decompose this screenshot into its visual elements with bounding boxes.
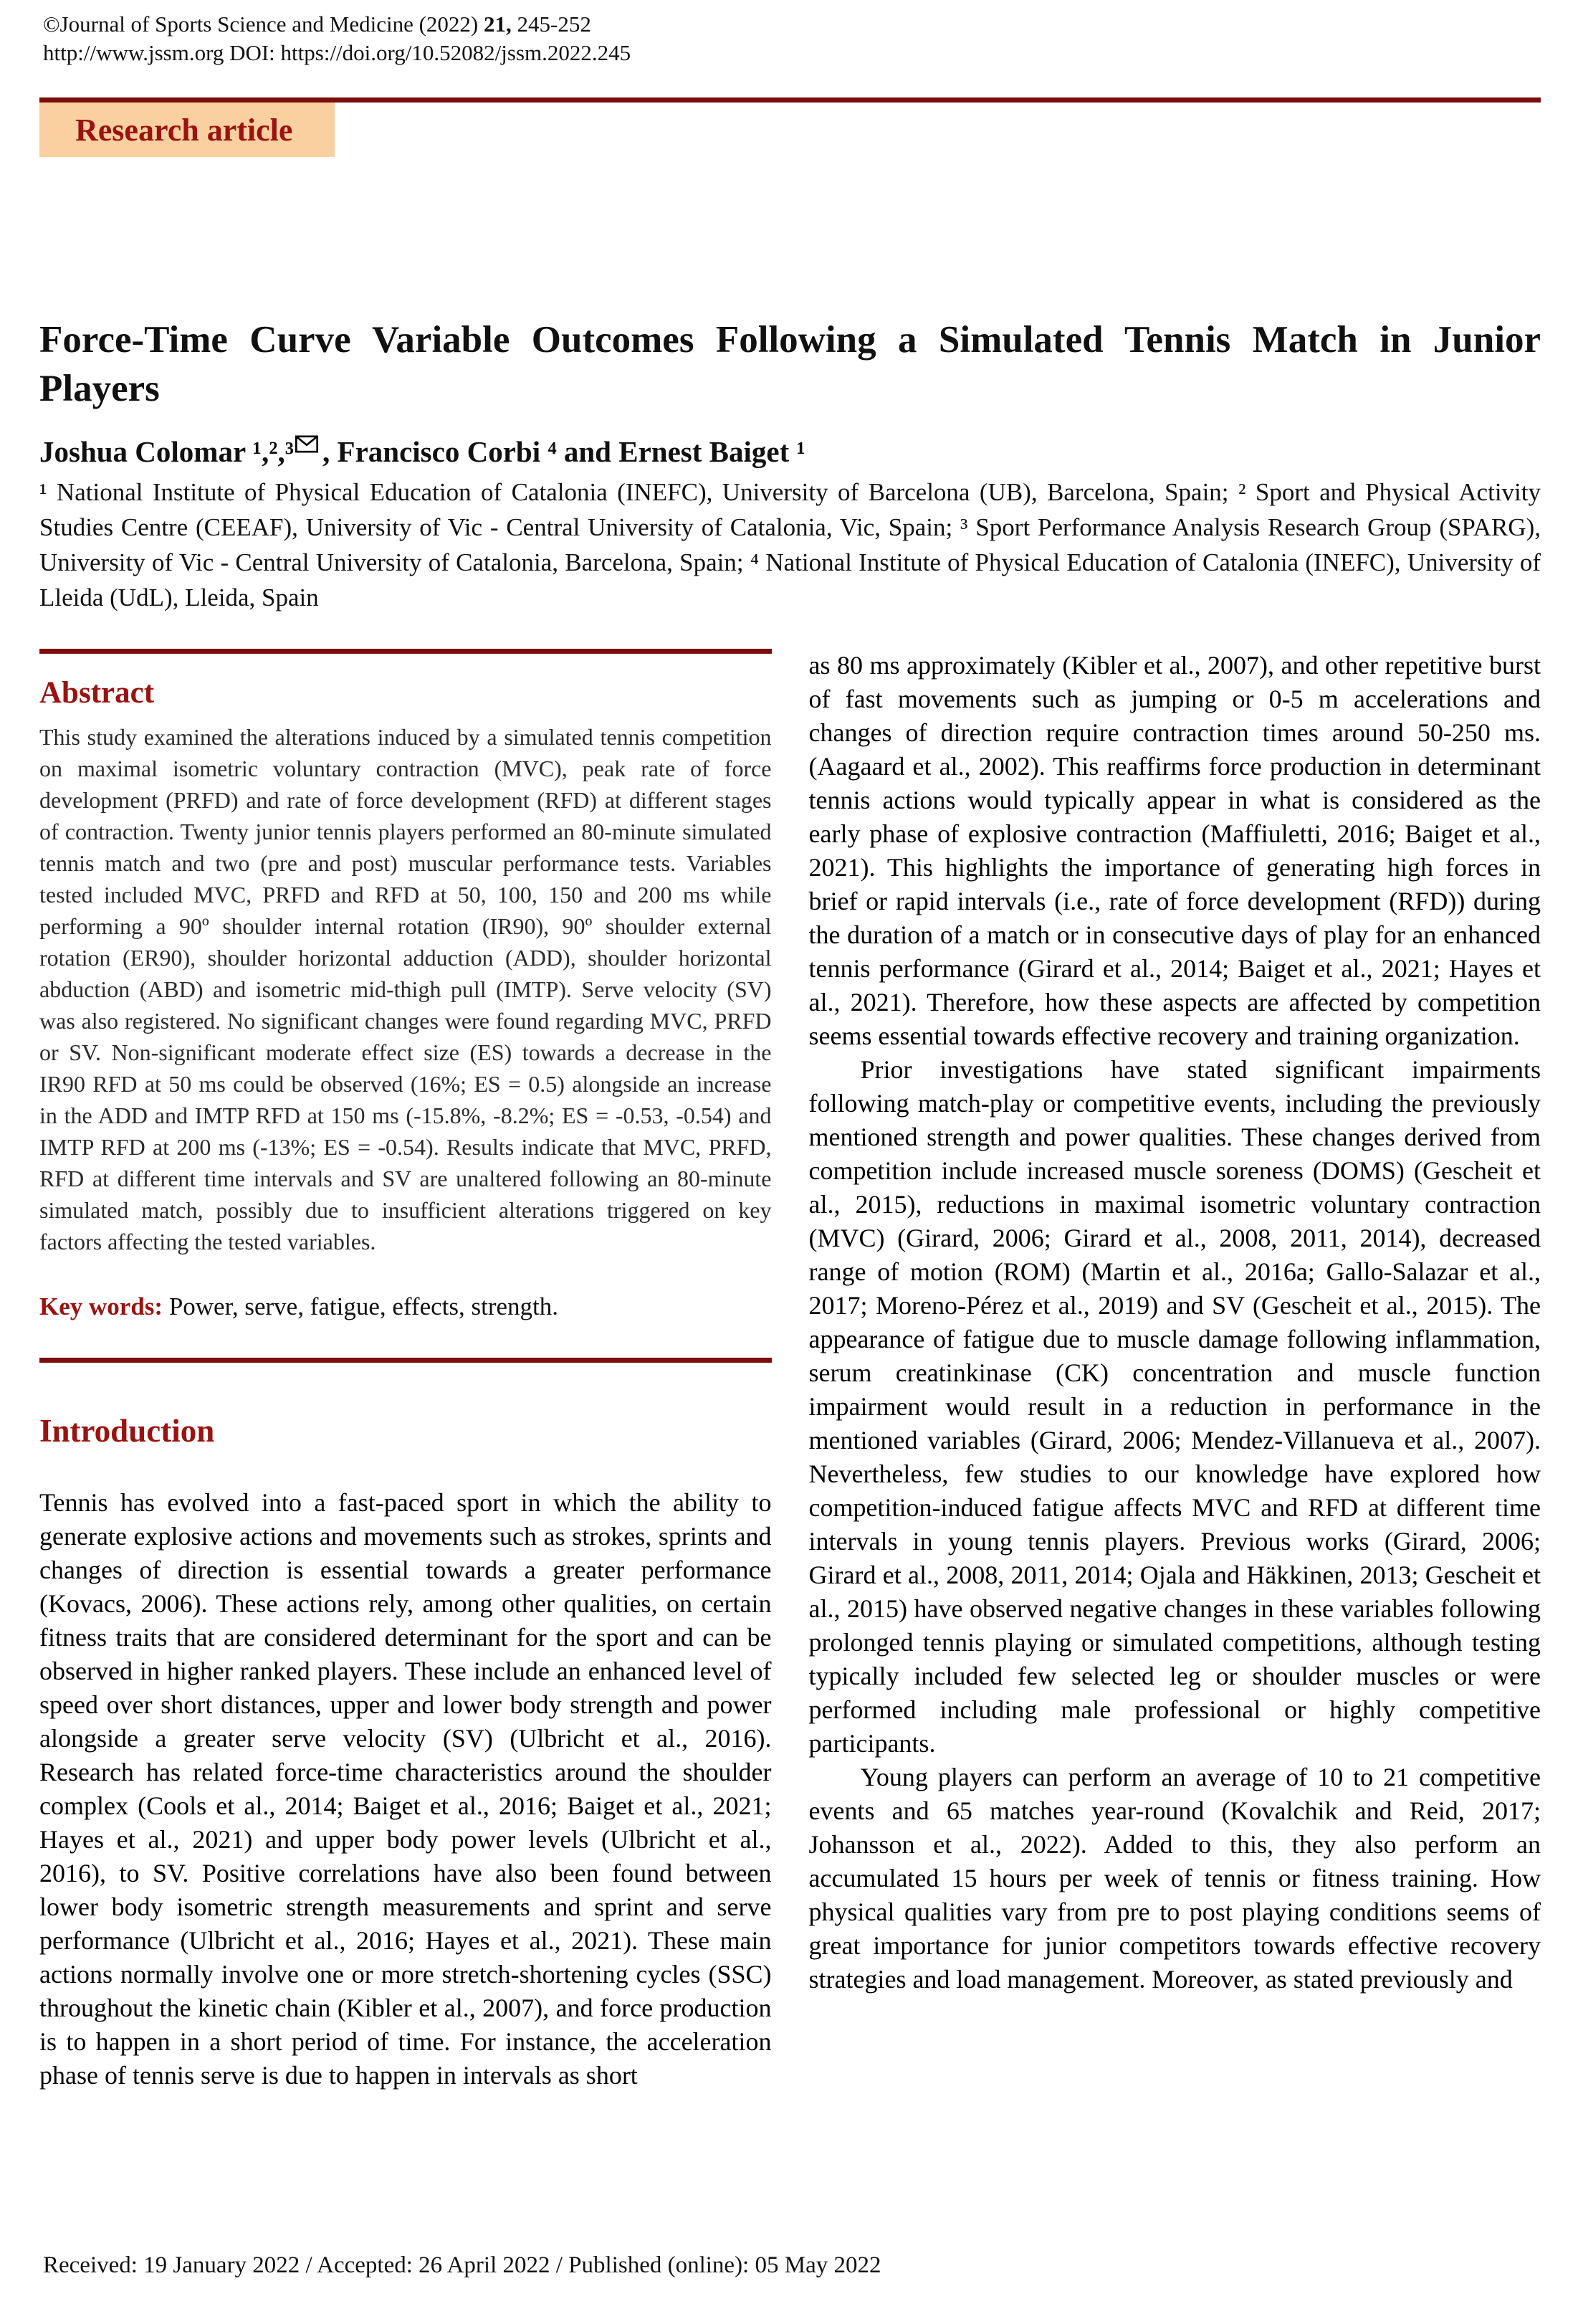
left-column bbox=[39, 649, 772, 2092]
abstract-heading: Abstract bbox=[39, 676, 155, 710]
introduction-paragraph-col1: Tennis has evolved into a fast-paced sport in which the ability to generate explosive actions and movements such as strokes, sprints and changes of direction is essential towards a greater performance (Kovacs, 2006). These actions rely, among other qualities, on certain fitness traits that are considered determinant for the sport and can be observed in higher ranked players. These include an enhanced level of speed over short distances, upper and lower body strength and power alongside a greater serve velocity (SV) (Ulbricht et al., 2016). Research has related force-time characteristics around the shoulder complex (Cools et al., 2014; Baiget et al., 2016; Baiget et al., 2021; Hayes et al., 2021) and upper body power levels (Ulbricht et al., 2016), to SV. Positive correlations have also been found between lower body isometric strength measurements and sprint and serve performance (Ulbricht et al., 2016; Hayes et al., 2021). These main actions normally involve one or more stretch-shortening cycles (SSC) throughout the kinetic chain (Kibler et al., 2007), and force production is to happen in a short period of time. For instance, the acceleration phase of tennis serve is due to happen in intervals as short bbox=[39, 1488, 772, 2090]
header-divider-rule bbox=[39, 97, 1541, 103]
abstract-text: This study examined the alterations induced by a simulated tennis competition on maximal isometric voluntary contraction (MVC), peak rate of force development (PRFD) and rate of force development (RFD) at different stages of contraction. Twenty junior tennis players performed an 80-minute simulated tennis match and two (pre and post) muscular performance tests. Variables tested included MVC, PRFD and RFD at 50, 100, 150 and 200 ms while performing a 90º shoulder internal rotation (IR90), 90º shoulder external rotation (ER90), shoulder horizontal adduction (ADD), shoulder horizontal abduction (ABD) and isometric mid-thigh pull (IMTP). Serve velocity (SV) was also registered. No significant changes were found regarding MVC, PRFD or SV. Non-significant moderate effect size (ES) towards a decrease in the IR90 RFD at 50 ms could be observed (16%; ES = 0.5) alongside an increase in the ADD and IMTP RFD at 150 ms (-15.8%, -8.2%; ES = -0.53, -0.54) and IMTP RFD at 200 ms (-13%; ES = -0.54). Results indicate that MVC, PRFD, RFD at different time intervals and SV are unaltered following an 80-minute simulated match, possibly due to insufficient alterations triggered on key factors affecting the tested variables. bbox=[39, 724, 772, 1254]
journal-pages: 245-252 bbox=[511, 11, 591, 37]
keywords-line bbox=[39, 1290, 772, 1323]
journal-name: ©Journal of Sports Science and Medicine (2022) bbox=[43, 11, 484, 37]
affiliations: ¹ National Institute of Physical Education of Catalonia (INEFC), University of Barcelona (UB), Barcelona, Spain; ² Sport and Physical Activity Studies Centre (CEEAF), University of Vic - Central University of Catalonia, Vic, Spain; ³ Sport Performance Analysis Research Group (SPARG), University of Vic - Central University of Catalonia, Barcelona, Spain; ⁴ National Institute of Physical Education of Catalonia (INEFC), University of Lleida (UdL), Lleida, Spain bbox=[39, 478, 1541, 611]
introduction-paragraph-young-players: Young players can perform an average of 10 to 21 competitive events and 65 matches year-round (Kovalchik and Reid, 2017; Johansson et al., 2022). Added to this, they also perform an accumulated 15 hours per week of tennis or fitness training. How physical qualities vary from pre to post playing conditions seems of great importance for junior competitors towards effective recovery strategies and load management. Moreover, as stated previously and bbox=[808, 1763, 1541, 1994]
journal-volume: 21, bbox=[484, 11, 512, 37]
journal-header bbox=[43, 10, 631, 67]
keywords-text: Power, serve, fatigue, effects, strength. bbox=[163, 1292, 558, 1320]
received-accepted-published-dates: Received: 19 January 2022 / Accepted: 26 April 2022 / Published (online): 05 May 2022 bbox=[43, 2252, 881, 2278]
research-article-badge-label: Research article bbox=[75, 112, 293, 148]
email-envelope-icon[interactable] bbox=[295, 426, 318, 444]
authors-line bbox=[39, 426, 1541, 469]
journal-header-line1 bbox=[43, 10, 631, 39]
two-column-body bbox=[39, 649, 1541, 2092]
introduction-paragraph-prior-investigations: Prior investigations have stated significant impairments following match-play or competitive events, including the previously mentioned strength and power qualities. These changes derived from competition include increased muscle soreness (DOMS) (Gescheit et al., 2015), reductions in maximal isometric voluntary contraction (MVC) (Girard, 2006; Girard et al., 2008, 2011, 2014), decreased range of motion (ROM) (Martin et al., 2016a; Gallo-Salazar et al., 2017; Moreno-Pérez et al., 2019) and SV (Gescheit et al., 2015). The appearance of fatigue due to muscle damage following inflammation, serum creatinkinase (CK) concentration and muscle function impairment would result in a reduction in performance in the mentioned variables (Girard, 2006; Mendez-Villanueva et al., 2007). Nevertheless, few studies to our knowledge have explored how competition-induced fatigue affects MVC and RFD at different time intervals in young tennis players. Previous works (Girard, 2006; Girard et al., 2008, 2011, 2014; Ojala and Häkkinen, 2013; Gescheit et al., 2015) have observed negative changes in these variables following prolonged tennis playing or simulated competitions, although testing typically included few selected leg or shoulder muscles or were performed including male professional or highly competitive participants. bbox=[808, 1055, 1541, 1758]
introduction-paragraph-col2-continuation: as 80 ms approximately (Kibler et al., 2007), and other repetitive burst of fast movements such as jumping or 0-5 m accelerations and changes of direction require contraction times around 50-250 ms. (Aagaard et al., 2002). This reaffirms force production in determinant tennis actions would typically appear in what is considered as the early phase of explosive contraction (Maffiuletti, 2016; Baiget et al., 2021). This highlights the importance of generating high forces in brief or rapid intervals (i.e., rate of force development (RFD)) during the duration of a match or in consecutive days of play for an enhanced tennis performance (Girard et al., 2014; Baiget et al., 2021; Hayes et al., 2021). Therefore, how these aspects are affected by competition seems essential towards effective recovery and training organization. bbox=[808, 651, 1541, 1050]
right-column bbox=[809, 649, 1541, 2092]
introduction-heading: Introduction bbox=[39, 1413, 215, 1449]
authors-names-right: , Francisco Corbi ⁴ and Ernest Baiget ¹ bbox=[322, 435, 805, 468]
abstract-bottom-rule bbox=[39, 1358, 772, 1363]
abstract-top-rule bbox=[39, 649, 772, 654]
keywords-label: Key words: bbox=[39, 1292, 163, 1320]
page-title: Force-Time Curve Variable Outcomes Following a Simulated Tennis Match in Junior Players bbox=[39, 318, 1541, 409]
research-article-badge bbox=[39, 103, 335, 157]
journal-doi-line: http://www.jssm.org DOI: https://doi.org/10.52082/jssm.2022.245 bbox=[43, 40, 631, 65]
authors-names-left: Joshua Colomar ¹,²,³ bbox=[39, 435, 295, 468]
